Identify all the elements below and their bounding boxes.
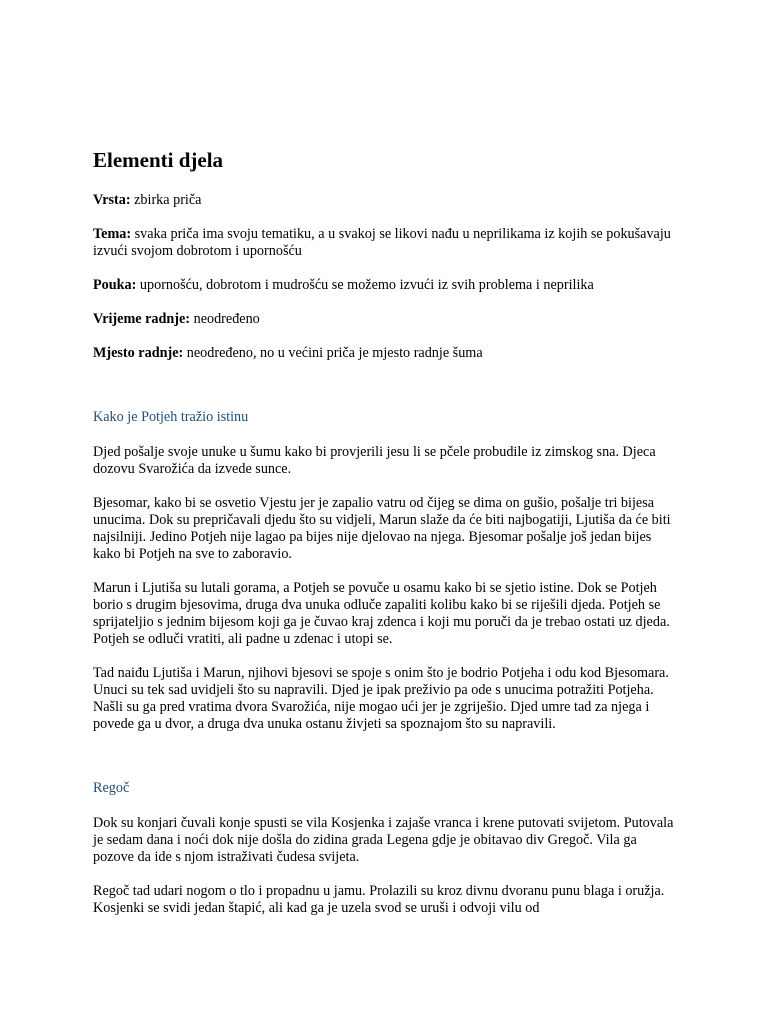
meta-theme bbox=[93, 226, 677, 260]
meta-value: svaka priča ima svoju tematiku, a u svakoj se likovi nađu u neprilikama iz kojih se pokušavaju izvući svojom dobrotom i upornošću bbox=[93, 226, 671, 259]
meta-value: upornošću, dobrotom i mudrošću se možemo izvući iz svih problema i neprilika bbox=[139, 277, 594, 293]
page-title: Elementi djela bbox=[93, 148, 224, 172]
meta-lesson bbox=[93, 277, 677, 294]
paragraph: Marun i Ljutiša su lutali gorama, a Potjeh se povuče u osamu kako bi se sjetio istine. Dok se Potjeh borio s drugim bjesovima, druga dva unuka odluče zapaliti kolibu kako bi se riješili djeda. Potjeh se sprijateljio s jednim bijesom koji ga je čuvao kraj zdenca i koji mu poruči da je trebao ostati uz djeda. Potjeh se odluči vratiti, ali padne u zdenac i utopi se. bbox=[93, 580, 670, 647]
paragraph: Tad naiđu Ljutiša i Marun, njihovi bjesovi se spoje s onim što je bodrio Potjeha i odu kod Bjesomara. Unuci su tek sad uvidjeli što su napravili. Djed je ipak preživio pa ode s unucima potražiti Potjeha. Našli su ga pred vratima dvora Svarožića, nije mogao ući jer je zgriješio. Djed umre tad za njega i povede ga u dvor, a druga dva unuka ostanu živjeti sa spoznajom što su napravili. bbox=[93, 665, 669, 732]
paragraph: Dok su konjari čuvali konje spusti se vila Kosjenka i zajaše vranca i krene putovati svijetom. Putovala je sedam dana i noći dok nije došla do zidina grada Legena gdje je obitavao div Gregoč. Vila ga pozove da ide s njom istraživati čudesa svijeta. bbox=[93, 815, 674, 865]
meta-label: Mjesto radnje: bbox=[93, 345, 184, 361]
paragraph: Regoč tad udari nogom o tlo i propadnu u jamu. Prolazili su kroz divnu dvoranu punu blaga i oružja. Kosjenki se svidi jedan štapić, ali kad ga je uzela svod se uruši i odvoji vilu od bbox=[93, 883, 665, 916]
section-heading: Kako je Potjeh tražio istinu bbox=[93, 409, 249, 425]
meta-genre bbox=[93, 192, 677, 209]
document-content bbox=[93, 146, 677, 934]
meta-value: zbirka priča bbox=[134, 192, 202, 208]
meta-time bbox=[93, 311, 677, 328]
meta-value: neodređeno bbox=[193, 311, 260, 327]
paragraph: Djed pošalje svoje unuke u šumu kako bi provjerili jesu li se pčele probudile iz zimskog sna. Djeca dozovu Svarožića da izvede sunce. bbox=[93, 444, 656, 477]
paragraph: Bjesomar, kako bi se osvetio Vjestu jer je zapalio vatru od čijeg se dima on gušio, pošalje tri bijesa unucima. Dok su prepričavali djedu što su vidjeli, Marun slaže da će biti najbogatiji, Ljutiša da će biti najsilniji. Jedino Potjeh nije lagao pa bijes nije djelovao na njega. Bjesomar pošalje još jedan bijes kako bi Potjeh na sve to zaboravio. bbox=[93, 495, 671, 562]
meta-label: Vrijeme radnje: bbox=[93, 311, 191, 327]
section-regoc bbox=[93, 780, 677, 917]
meta-label: Tema: bbox=[93, 226, 132, 242]
meta-label: Pouka: bbox=[93, 277, 137, 293]
work-elements bbox=[93, 192, 677, 362]
meta-place bbox=[93, 345, 677, 362]
meta-value: neodređeno, no u većini priča je mjesto radnje šuma bbox=[186, 345, 483, 361]
meta-label: Vrsta: bbox=[93, 192, 131, 208]
section-potjeh bbox=[93, 409, 677, 733]
section-heading: Regoč bbox=[93, 780, 130, 796]
